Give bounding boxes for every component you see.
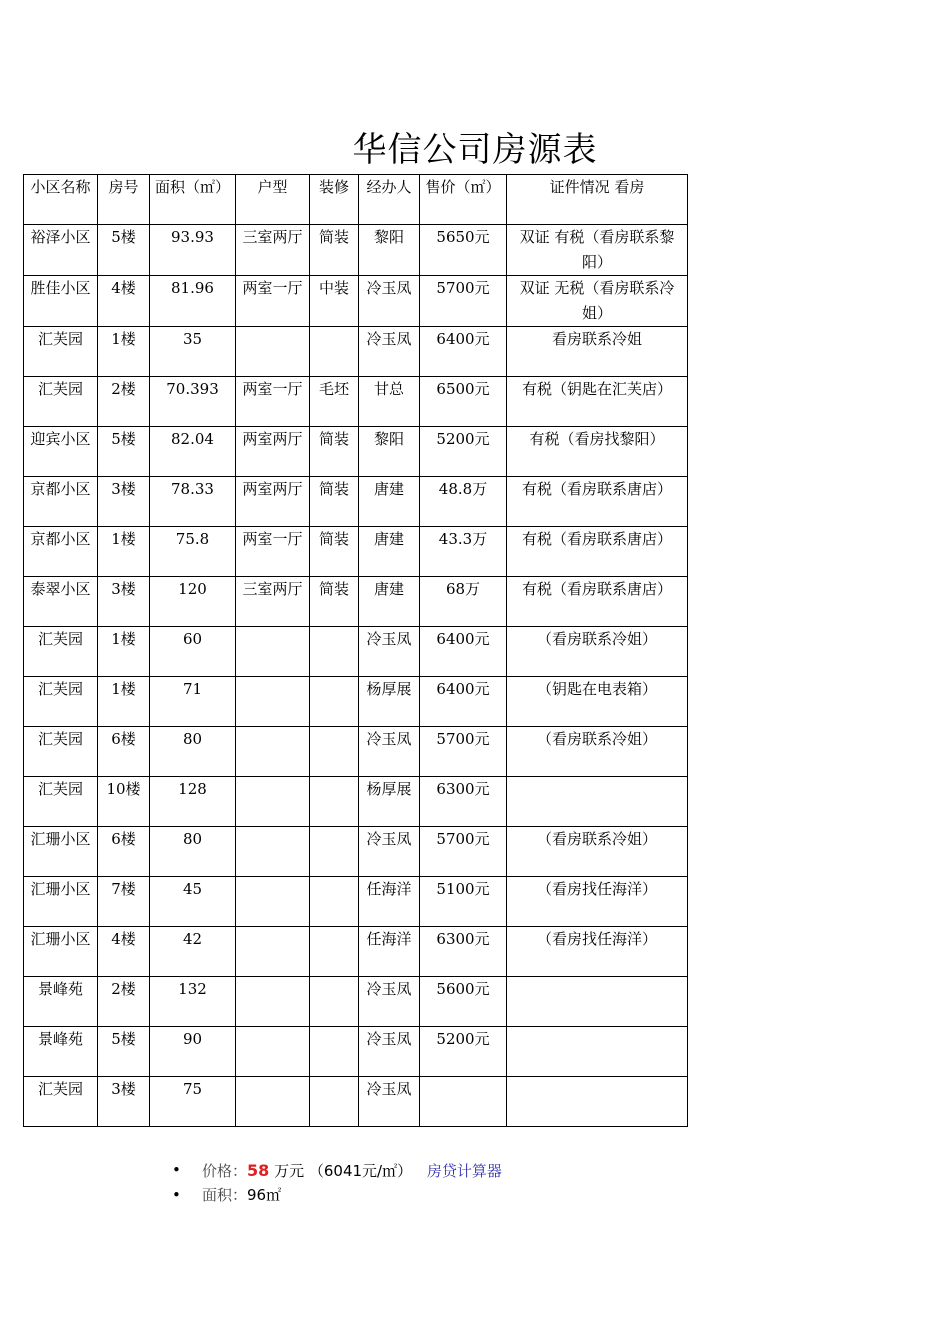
cell-price: 6300元	[420, 777, 507, 827]
cell-notes: 有税（看房找黎阳）	[507, 427, 688, 477]
cell-price: 5700元	[420, 827, 507, 877]
mortgage-calculator-link[interactable]: 房贷计算器	[426, 1162, 502, 1180]
cell-layout	[236, 727, 310, 777]
cell-agent: 冷玉凤	[359, 627, 420, 677]
listing-table	[23, 174, 688, 1127]
table-row	[24, 827, 688, 877]
cell-notes: 双证 有税（看房联系黎阳）	[507, 225, 688, 276]
header-cell-area: 面积（㎡）	[150, 175, 236, 225]
cell-layout: 两室两厅	[236, 477, 310, 527]
cell-price: 48.8万	[420, 477, 507, 527]
cell-area: 128	[150, 777, 236, 827]
cell-layout: 两室两厅	[236, 427, 310, 477]
cell-decoration: 中装	[310, 276, 359, 327]
cell-notes: （看房联系冷姐）	[507, 727, 688, 777]
area-item	[170, 1183, 502, 1208]
cell-room: 2楼	[98, 377, 150, 427]
cell-agent: 唐建	[359, 527, 420, 577]
cell-layout: 三室两厅	[236, 577, 310, 627]
table-row	[24, 877, 688, 927]
cell-area: 93.93	[150, 225, 236, 276]
cell-room: 10楼	[98, 777, 150, 827]
cell-agent: 冷玉凤	[359, 1027, 420, 1077]
cell-decoration: 简装	[310, 225, 359, 276]
cell-decoration: 简装	[310, 477, 359, 527]
cell-room: 3楼	[98, 1077, 150, 1127]
cell-price: 6400元	[420, 327, 507, 377]
summary-list	[170, 1158, 502, 1208]
cell-layout	[236, 877, 310, 927]
table-row	[24, 377, 688, 427]
cell-area: 75.8	[150, 527, 236, 577]
cell-agent: 冷玉凤	[359, 977, 420, 1027]
table-row	[24, 1077, 688, 1127]
cell-agent: 杨厚展	[359, 777, 420, 827]
table-row	[24, 927, 688, 977]
cell-community: 迎宾小区	[24, 427, 98, 477]
table-row	[24, 727, 688, 777]
cell-agent: 黎阳	[359, 225, 420, 276]
cell-room: 2楼	[98, 977, 150, 1027]
cell-decoration	[310, 327, 359, 377]
cell-room: 4楼	[98, 276, 150, 327]
cell-notes: （看房联系冷姐）	[507, 827, 688, 877]
area-label: 面积：	[202, 1186, 248, 1204]
cell-community: 汇珊小区	[24, 927, 98, 977]
cell-decoration: 简装	[310, 577, 359, 627]
cell-agent: 唐建	[359, 477, 420, 527]
cell-notes: （看房联系冷姐）	[507, 627, 688, 677]
table-row	[24, 577, 688, 627]
cell-notes	[507, 1077, 688, 1127]
cell-community: 汇珊小区	[24, 877, 98, 927]
table-row	[24, 327, 688, 377]
cell-decoration	[310, 927, 359, 977]
cell-layout: 两室一厅	[236, 527, 310, 577]
price-item	[170, 1158, 502, 1183]
cell-decoration	[310, 977, 359, 1027]
cell-community: 胜佳小区	[24, 276, 98, 327]
cell-notes: 有税（看房联系唐店）	[507, 577, 688, 627]
cell-price: 6400元	[420, 677, 507, 727]
cell-layout	[236, 327, 310, 377]
table-row	[24, 225, 688, 276]
cell-notes: 看房联系冷姐	[507, 327, 688, 377]
cell-notes: （钥匙在电表箱）	[507, 677, 688, 727]
cell-area: 45	[150, 877, 236, 927]
cell-decoration	[310, 1077, 359, 1127]
cell-room: 5楼	[98, 427, 150, 477]
cell-layout: 两室一厅	[236, 276, 310, 327]
cell-price: 6500元	[420, 377, 507, 427]
cell-community: 京都小区	[24, 477, 98, 527]
table-row	[24, 977, 688, 1027]
cell-layout	[236, 927, 310, 977]
cell-agent: 杨厚展	[359, 677, 420, 727]
cell-area: 42	[150, 927, 236, 977]
cell-decoration	[310, 877, 359, 927]
cell-community: 泰翠小区	[24, 577, 98, 627]
cell-layout	[236, 1027, 310, 1077]
cell-agent: 冷玉凤	[359, 827, 420, 877]
cell-decoration	[310, 1027, 359, 1077]
cell-layout: 两室一厅	[236, 377, 310, 427]
cell-area: 132	[150, 977, 236, 1027]
table-header-row	[24, 175, 688, 225]
cell-agent: 黎阳	[359, 427, 420, 477]
cell-area: 81.96	[150, 276, 236, 327]
price-unit: 万元	[274, 1162, 305, 1180]
table-row	[24, 627, 688, 677]
cell-layout	[236, 627, 310, 677]
cell-agent: 冷玉凤	[359, 727, 420, 777]
cell-price: 6300元	[420, 927, 507, 977]
table-row	[24, 427, 688, 477]
cell-area: 78.33	[150, 477, 236, 527]
cell-layout	[236, 1077, 310, 1127]
cell-room: 4楼	[98, 927, 150, 977]
cell-area: 70.393	[150, 377, 236, 427]
cell-price: 5700元	[420, 727, 507, 777]
header-cell-agent: 经办人	[359, 175, 420, 225]
price-value: 58	[247, 1161, 270, 1180]
cell-agent: 任海洋	[359, 877, 420, 927]
header-cell-layout: 户型	[236, 175, 310, 225]
cell-community: 汇珊小区	[24, 827, 98, 877]
cell-area: 75	[150, 1077, 236, 1127]
cell-room: 1楼	[98, 627, 150, 677]
cell-notes	[507, 977, 688, 1027]
cell-notes: （看房找任海洋）	[507, 877, 688, 927]
cell-layout: 三室两厅	[236, 225, 310, 276]
cell-area: 80	[150, 727, 236, 777]
table-row	[24, 777, 688, 827]
cell-community: 汇芙园	[24, 1077, 98, 1127]
cell-room: 1楼	[98, 527, 150, 577]
cell-price: 5200元	[420, 427, 507, 477]
cell-decoration	[310, 727, 359, 777]
header-cell-price: 售价（㎡）	[420, 175, 507, 225]
cell-room: 5楼	[98, 225, 150, 276]
cell-area: 60	[150, 627, 236, 677]
cell-agent: 唐建	[359, 577, 420, 627]
cell-room: 5楼	[98, 1027, 150, 1077]
cell-notes: 双证 无税（看房联系冷姐）	[507, 276, 688, 327]
cell-community: 裕泽小区	[24, 225, 98, 276]
header-cell-notes: 证件情况 看房	[507, 175, 688, 225]
cell-community: 景峰苑	[24, 1027, 98, 1077]
cell-decoration: 毛坯	[310, 377, 359, 427]
cell-price: 5600元	[420, 977, 507, 1027]
cell-decoration	[310, 777, 359, 827]
cell-community: 汇芙园	[24, 727, 98, 777]
cell-decoration	[310, 677, 359, 727]
price-label: 价格：	[202, 1162, 248, 1180]
cell-layout	[236, 827, 310, 877]
cell-price: 6400元	[420, 627, 507, 677]
cell-community: 汇芙园	[24, 677, 98, 727]
cell-layout	[236, 977, 310, 1027]
cell-agent: 甘总	[359, 377, 420, 427]
table-row	[24, 677, 688, 727]
cell-community: 汇芙园	[24, 777, 98, 827]
cell-decoration: 简装	[310, 527, 359, 577]
cell-price: 43.3万	[420, 527, 507, 577]
cell-area: 90	[150, 1027, 236, 1077]
table-row	[24, 477, 688, 527]
cell-community: 景峰苑	[24, 977, 98, 1027]
cell-room: 1楼	[98, 677, 150, 727]
cell-room: 3楼	[98, 477, 150, 527]
cell-notes: （看房找任海洋）	[507, 927, 688, 977]
cell-agent: 冷玉凤	[359, 327, 420, 377]
cell-notes: 有税（看房联系唐店）	[507, 477, 688, 527]
unit-price: （6041元/㎡）	[308, 1162, 413, 1180]
cell-layout	[236, 777, 310, 827]
cell-community: 京都小区	[24, 527, 98, 577]
table-row	[24, 276, 688, 327]
cell-area: 82.04	[150, 427, 236, 477]
cell-area: 35	[150, 327, 236, 377]
cell-agent: 冷玉凤	[359, 276, 420, 327]
cell-area: 120	[150, 577, 236, 627]
cell-community: 汇芙园	[24, 377, 98, 427]
cell-area: 71	[150, 677, 236, 727]
header-cell-room: 房号	[98, 175, 150, 225]
cell-area: 80	[150, 827, 236, 877]
cell-community: 汇芙园	[24, 327, 98, 377]
cell-agent: 冷玉凤	[359, 1077, 420, 1127]
cell-agent: 任海洋	[359, 927, 420, 977]
table-row	[24, 527, 688, 577]
cell-price: 5700元	[420, 276, 507, 327]
header-cell-community: 小区名称	[24, 175, 98, 225]
cell-price: 68万	[420, 577, 507, 627]
cell-price: 5100元	[420, 877, 507, 927]
cell-room: 1楼	[98, 327, 150, 377]
cell-notes	[507, 777, 688, 827]
cell-room: 3楼	[98, 577, 150, 627]
cell-price: 5650元	[420, 225, 507, 276]
cell-community: 汇芙园	[24, 627, 98, 677]
cell-room: 6楼	[98, 727, 150, 777]
cell-room: 7楼	[98, 877, 150, 927]
cell-price: 5200元	[420, 1027, 507, 1077]
area-value: 96㎡	[247, 1186, 282, 1204]
cell-room: 6楼	[98, 827, 150, 877]
cell-notes: 有税（钥匙在汇芙店）	[507, 377, 688, 427]
table-row	[24, 1027, 688, 1077]
cell-decoration	[310, 627, 359, 677]
cell-layout	[236, 677, 310, 727]
cell-price	[420, 1077, 507, 1127]
cell-notes: 有税（看房联系唐店）	[507, 527, 688, 577]
cell-decoration: 简装	[310, 427, 359, 477]
cell-notes	[507, 1027, 688, 1077]
page-title: 华信公司房源表	[352, 130, 598, 170]
cell-decoration	[310, 827, 359, 877]
header-cell-decoration: 装修	[310, 175, 359, 225]
